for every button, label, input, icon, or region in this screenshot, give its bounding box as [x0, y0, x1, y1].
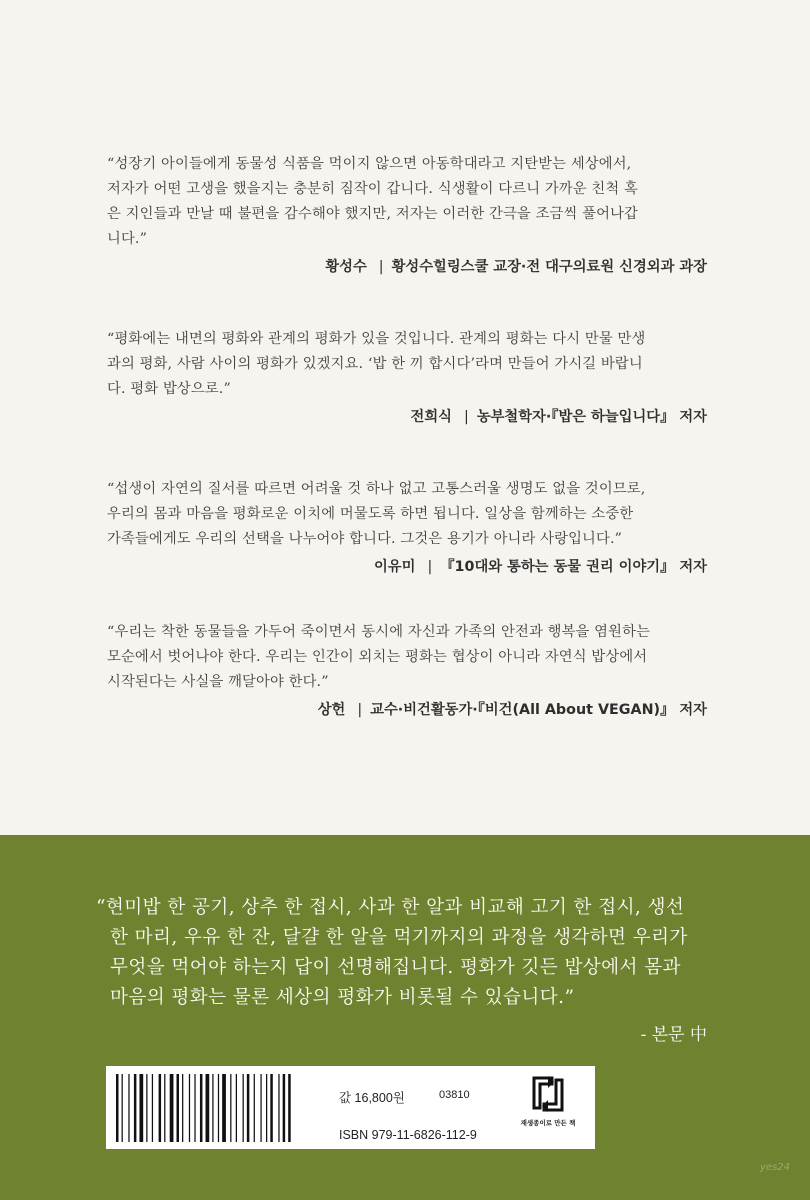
- quote-source: - 본문 中: [640, 1025, 707, 1045]
- endorsement-attribution: [107, 256, 707, 276]
- endorsement-text: “성장기 아이들에게 동물성 식품을 먹이지 않으면 아동학대라고 지탄받는 세상에서, 저자가 어떤 고생을 했을지는 충분히 짐작이 갑니다. 식생활이 다르니 가까운 친척 혹 은 지인들과 만날 때 불편을 감수해야 했지만, 저자는 이러한 간극을 조금씩 풀어나갑 니다.”: [107, 156, 638, 247]
- author-role: 『10대와 통하는 동물 권리 이야기』 저자: [440, 559, 707, 575]
- author-role: 교수·비건활동가·『비건(All About VEGAN)』 저자: [370, 702, 707, 718]
- endorsement-3: [107, 477, 707, 576]
- recycled-paper-mark: [518, 1074, 578, 1142]
- quote-line: 무엇을 먹어야 하는지 답이 선명해집니다. 평화가 깃든 밥상에서 몸과: [110, 957, 681, 978]
- author-role: 황성수힐링스쿨 교장·전 대구의료원 신경외과 과장: [391, 259, 707, 275]
- endorsement-2: [107, 327, 707, 426]
- add-on-code: 03810: [439, 1089, 470, 1101]
- author-role: 농부철학자·『밥은 하늘입니다』 저자: [476, 409, 707, 425]
- endorsement-attribution: [107, 406, 707, 426]
- quote-line: 한 마리, 우유 한 잔, 달걀 한 알을 먹기까지의 과정을 생각하면 우리가: [110, 927, 688, 948]
- barcode-box: [106, 1066, 595, 1149]
- endorsement-text: “섭생이 자연의 질서를 따르면 어려울 것 하나 없고 고통스러울 생명도 없을 것이므로, 우리의 몸과 마음을 평화로운 이치에 머물도록 하면 됩니다. 일상을 함께하는 소중한 가족들에게도 우리의 선택을 나누어야 합니다. 그것은 용기가 아니라 사랑입니다.”: [107, 481, 646, 547]
- watermark: yes24: [760, 1162, 791, 1173]
- price: 값 16,800원: [339, 1091, 405, 1105]
- author-name: 전희식: [410, 409, 452, 425]
- separator: |: [357, 702, 363, 718]
- recycle-label: 재생종이로 만든 책: [520, 1119, 576, 1127]
- author-name: 이유미: [374, 559, 416, 575]
- endorsement-text: “우리는 착한 동물들을 가두어 죽이면서 동시에 자신과 가족의 안전과 행복을 염원하는 모순에서 벗어나야 한다. 우리는 인간이 외치는 평화는 협상이 아니라 자연식 밥상에서 시작된다는 사실을 깨달아야 한다.”: [107, 624, 651, 690]
- endorsement-attribution: [107, 556, 707, 576]
- author-name: 황성수: [325, 259, 367, 275]
- isbn-barcode: [114, 1074, 322, 1142]
- endorsement-1: [107, 152, 707, 276]
- featured-quote: [96, 893, 718, 1013]
- separator: |: [463, 409, 469, 425]
- author-name: 상헌: [317, 702, 346, 718]
- separator: |: [378, 259, 384, 275]
- endorsement-4: [107, 620, 707, 719]
- endorsement-text: “평화에는 내면의 평화와 관계의 평화가 있을 것입니다. 관계의 평화는 다시 만물 만생 과의 평화, 사람 사이의 평화가 있겠지요. ‘밥 한 끼 합시다’라며 만들어 가시길 바랍니 다. 평화 밥상으로.”: [107, 331, 646, 397]
- quote-line: “현미밥 한 공기, 상추 한 접시, 사과 한 알과 비교해 고기 한 접시, 생선: [96, 897, 685, 918]
- recycled-paper-icon: [530, 1074, 566, 1114]
- isbn: ISBN 979-11-6826-112-9: [339, 1128, 477, 1142]
- endorsement-attribution: [107, 699, 707, 719]
- separator: |: [427, 559, 433, 575]
- quote-line: 마음의 평화는 물론 세상의 평화가 비롯될 수 있습니다.”: [110, 987, 575, 1008]
